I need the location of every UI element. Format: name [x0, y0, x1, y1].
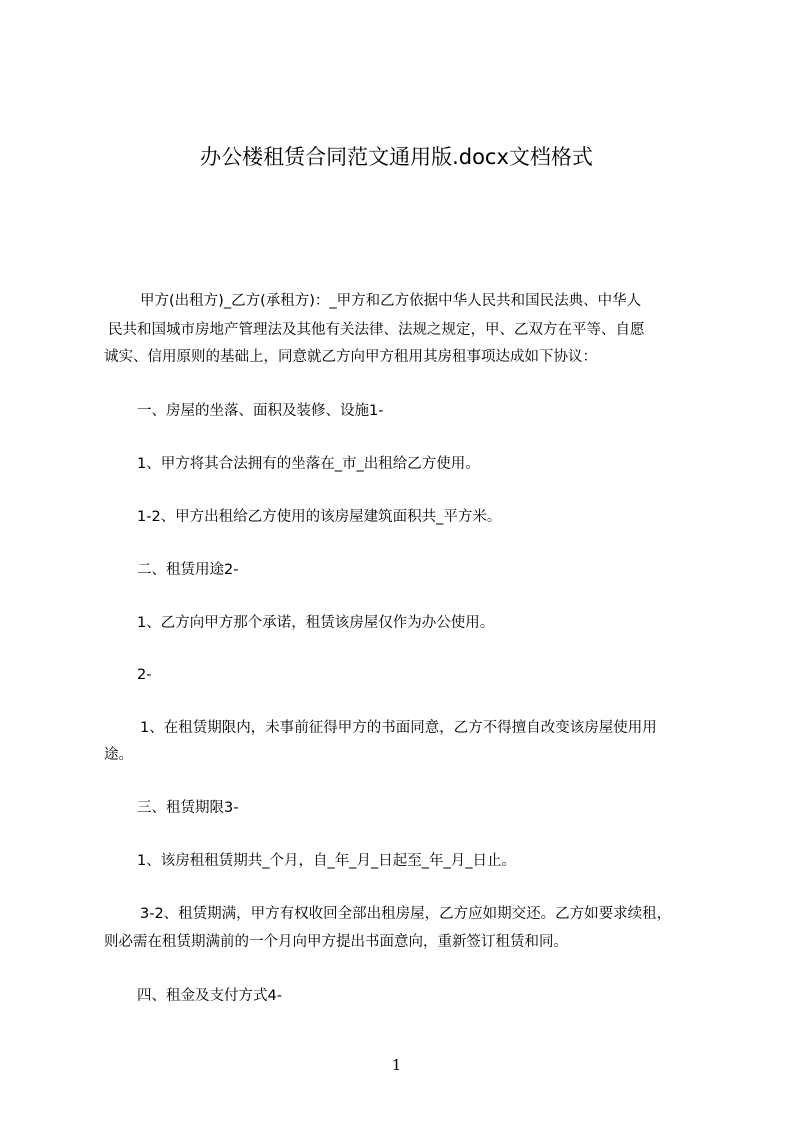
paragraph-line: 则必需在租赁期满前的一个月向甲方提出书面意向，重新签订租赁和同。: [104, 934, 568, 950]
section-heading: 一、房屋的坐落、面积及装修、设施1-: [137, 403, 384, 419]
clause-text: 1、该房租租赁期共_个月，自_年_月_日起至_年_月_日止。: [137, 853, 516, 869]
paragraph-line: 途。: [104, 747, 133, 763]
clause-text: 2-: [137, 667, 152, 683]
section-heading: 四、租金及支付方式4-: [137, 988, 282, 1004]
document-title: 办公楼租赁合同范文通用版.docx文档格式: [200, 145, 593, 169]
section-heading: 二、租赁用途2-: [137, 562, 239, 578]
page-number: 1: [391, 1056, 402, 1074]
paragraph-line: 1、在租赁期限内，未事前征得甲方的书面同意，乙方不得擅自改变该房屋使用用: [140, 720, 657, 736]
paragraph-line: 3-2、租赁期满，甲方有权收回全部出租房屋，乙方应如期交还。乙方如要求续租，: [140, 906, 672, 922]
paragraph-line: 诚实、信用原则的基础上，同意就乙方向甲方租用其房租事项达成如下协议：: [104, 349, 597, 365]
clause-text: 1、甲方将其合法拥有的坐落在_市_出租给乙方使用。: [137, 456, 480, 472]
clause-text: 1、乙方向甲方那个承诺，租赁该房屋仅作为办公使用。: [137, 615, 495, 631]
paragraph-line: 民共和国城市房地产管理法及其他有关法律、法规之规定，甲、乙双方在平等、自愿: [108, 322, 645, 338]
section-heading: 三、租赁期限3-: [137, 800, 239, 816]
clause-text: 1-2、甲方出租给乙方使用的该房屋建筑面积共_平方米。: [137, 509, 502, 525]
paragraph-line: 甲方(出租方)_乙方(承租方)：_甲方和乙方依据中华人民共和国民法典、中华人: [140, 293, 642, 309]
